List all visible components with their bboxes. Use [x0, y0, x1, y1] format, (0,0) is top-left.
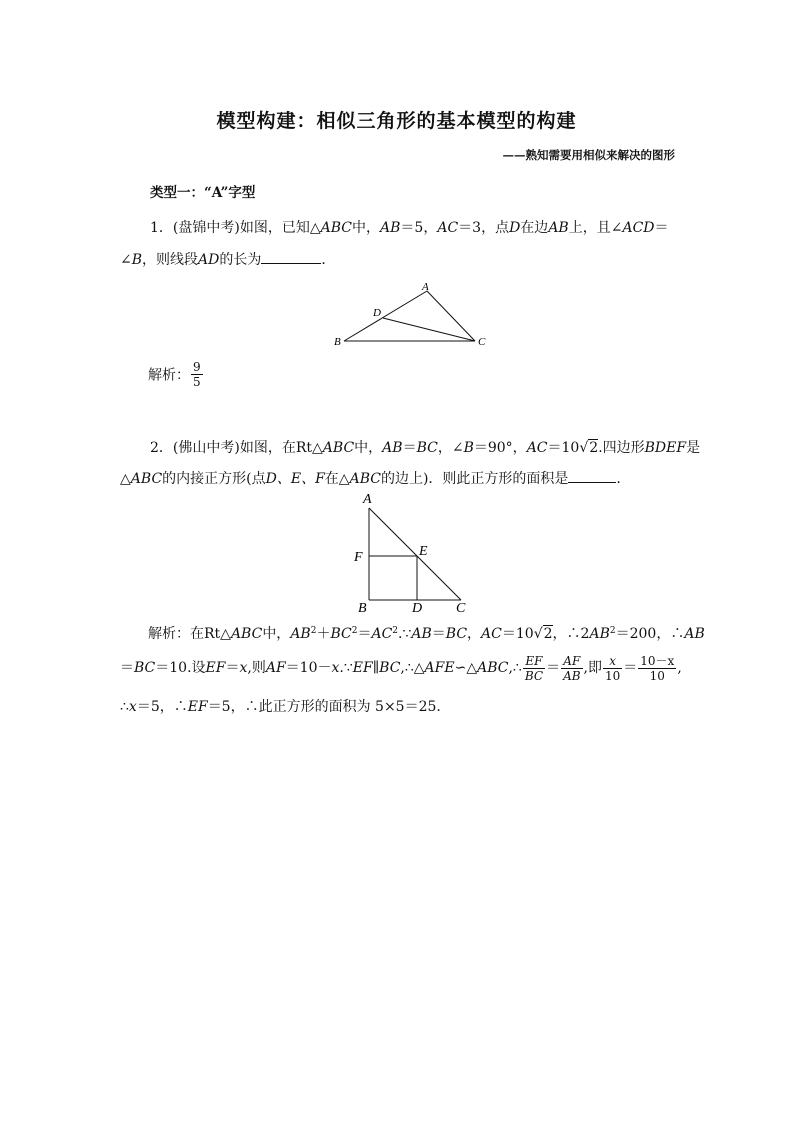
math: EF — [205, 660, 226, 676]
math: B — [131, 252, 143, 268]
math: D — [509, 220, 521, 236]
text: ＝10－ — [285, 660, 332, 676]
math: AC — [481, 626, 502, 642]
text: ∥ — [372, 660, 380, 676]
numerator: x — [603, 654, 622, 669]
text: 的边上)．则此正方形的面积是 — [380, 471, 569, 487]
denominator: 10 — [605, 668, 621, 683]
label-a: A — [422, 281, 429, 293]
math: AB — [382, 440, 403, 456]
denominator: 5 — [193, 375, 201, 389]
math: AB — [411, 626, 432, 642]
text: ＝ — [654, 220, 669, 236]
figure-triangle-abc — [330, 278, 495, 353]
label-d: D — [412, 601, 423, 616]
superscript: 2 — [392, 626, 399, 636]
text: .∵ — [398, 626, 412, 642]
text: ＝3，点 — [458, 220, 510, 236]
solution-label: 解析： — [148, 367, 190, 384]
text: ＝5，∴ — [136, 699, 188, 715]
answer-blank — [568, 470, 616, 483]
math: x — [239, 660, 248, 676]
text: . — [616, 471, 621, 487]
numerator: AF — [561, 654, 582, 669]
math: B — [463, 440, 474, 456]
text: ＋ — [316, 626, 331, 642]
section-heading: 类型一：“A”字型 — [150, 185, 256, 201]
page-title: 模型构建：相似三角形的基本模型的构建 — [216, 110, 577, 132]
text: ＝ — [623, 660, 638, 676]
text: ,∴ — [508, 660, 522, 676]
text: 的内接正方形(点 — [162, 471, 266, 487]
superscript: 2 — [609, 626, 616, 636]
text: ＝ — [225, 660, 240, 676]
text: △ — [120, 471, 131, 487]
label-a: A — [363, 492, 372, 507]
denominator: 10 — [649, 668, 665, 683]
text: ，∴2 — [552, 626, 590, 642]
radicand: 2 — [589, 440, 599, 456]
math: EF — [352, 660, 373, 676]
problem1-number: 1． — [150, 220, 173, 236]
text: .∵ — [339, 660, 353, 676]
text: 中， — [354, 440, 383, 456]
problem2-solution-line2 — [120, 650, 682, 686]
text: .四边形 — [598, 440, 645, 456]
denominator: AB — [563, 668, 581, 683]
label-c: C — [456, 601, 466, 616]
text: (佛山中考)如图，在Rt△ — [172, 440, 323, 456]
text: ＝ — [431, 626, 446, 642]
problem2-line2 — [120, 468, 621, 488]
text: ＝ — [546, 660, 561, 676]
math: BC — [134, 660, 156, 676]
page-subtitle: ——熟知需要用相似来解决的图形 — [502, 148, 675, 162]
text: ＝5，∴此正方形的面积为 5×5＝25. — [207, 699, 441, 715]
math: AC — [371, 626, 393, 642]
text: ＝90°， — [473, 440, 527, 456]
problem2-line1 — [150, 437, 700, 457]
fraction-10-minus-x-10 — [638, 654, 676, 683]
math: EF — [187, 699, 208, 715]
math: AB — [589, 626, 610, 642]
text: (盘锦中考)如图，已知△ — [172, 220, 321, 236]
text: ＝ — [120, 660, 134, 676]
radicand: 2 — [543, 626, 553, 642]
text: ∴ — [120, 699, 129, 715]
math: x — [128, 699, 137, 715]
math: ABC — [477, 660, 509, 676]
text: ， — [467, 626, 482, 642]
text: ＝10 — [547, 440, 580, 456]
denominator: BC — [524, 668, 544, 683]
math: BC — [445, 626, 468, 642]
text: ，∠ — [437, 440, 464, 456]
text: 在△ — [324, 471, 350, 487]
text: ＝200，∴ — [615, 626, 685, 642]
text: 中， — [262, 626, 291, 642]
problem2-solution-line1 — [148, 623, 705, 643]
math: x — [331, 660, 340, 676]
fraction-ef-bc — [523, 654, 545, 683]
math: AF — [265, 660, 286, 676]
text: 中， — [352, 220, 380, 236]
math: D、E、F — [265, 471, 325, 487]
text: ,∴△ — [400, 660, 425, 676]
text: 是 — [686, 440, 701, 456]
text: 在边 — [520, 220, 549, 236]
numerator: 10－x — [640, 653, 675, 668]
sqrt-sign: √ — [533, 626, 543, 642]
text: ∠ — [120, 252, 132, 268]
fraction-x-10 — [603, 654, 622, 683]
problem1-solution — [148, 360, 204, 389]
problem2-solution-line3 — [120, 696, 441, 716]
sqrt-sign: √ — [579, 440, 589, 456]
text: , — [677, 660, 682, 676]
text: ＝ — [402, 440, 417, 456]
text: ，则线段 — [142, 252, 199, 268]
text: ,则 — [247, 660, 266, 676]
text: ,即 — [583, 660, 602, 676]
math: BDEF — [644, 440, 687, 456]
label-d: D — [373, 307, 381, 319]
text: ＝5， — [400, 220, 438, 236]
text: ∽△ — [454, 660, 478, 676]
fraction-af-ab — [561, 654, 582, 683]
math: AC — [526, 440, 548, 456]
segment-dc — [383, 318, 475, 341]
text: ． — [321, 252, 336, 268]
superscript: 2 — [310, 626, 317, 636]
math: AFE — [424, 660, 455, 676]
problem1-line1 — [150, 217, 669, 237]
math: AC — [437, 220, 459, 236]
math: ABC — [320, 220, 352, 236]
math: BC — [330, 626, 352, 642]
math: ABC — [322, 440, 355, 456]
text: ＝10 — [501, 626, 534, 642]
segment-ba — [344, 291, 427, 341]
math: ABC — [130, 471, 163, 487]
math: AD — [198, 252, 220, 268]
segment-ac — [369, 508, 461, 600]
math: AB — [548, 220, 569, 236]
label-b: B — [334, 336, 341, 348]
label-c: C — [478, 336, 486, 348]
label-e: E — [419, 544, 428, 559]
numerator: EF — [523, 654, 545, 669]
math: AB — [290, 626, 311, 642]
math: ABC — [230, 626, 263, 642]
math: BC — [416, 440, 438, 456]
math: AB — [380, 220, 401, 236]
math: ABC — [349, 471, 381, 487]
text: 的长为 — [219, 252, 262, 268]
segment-ac — [427, 291, 475, 341]
answer-blank — [261, 251, 321, 264]
text: ＝10.设 — [155, 660, 206, 676]
problem1-line2 — [120, 249, 335, 269]
math: ACD — [622, 220, 655, 236]
figure-square-in-triangle — [350, 488, 475, 616]
text: 解析：在Rt△ — [148, 626, 231, 642]
math: BC — [379, 660, 401, 676]
text: 上，且∠ — [568, 220, 623, 236]
math: AB — [684, 626, 705, 642]
numerator: 9 — [193, 360, 201, 374]
answer-fraction — [191, 360, 203, 389]
label-f: F — [354, 550, 363, 565]
superscript: 2 — [351, 626, 358, 636]
text: ＝ — [357, 626, 372, 642]
label-b: B — [358, 601, 367, 616]
problem2-number: 2． — [150, 440, 173, 456]
